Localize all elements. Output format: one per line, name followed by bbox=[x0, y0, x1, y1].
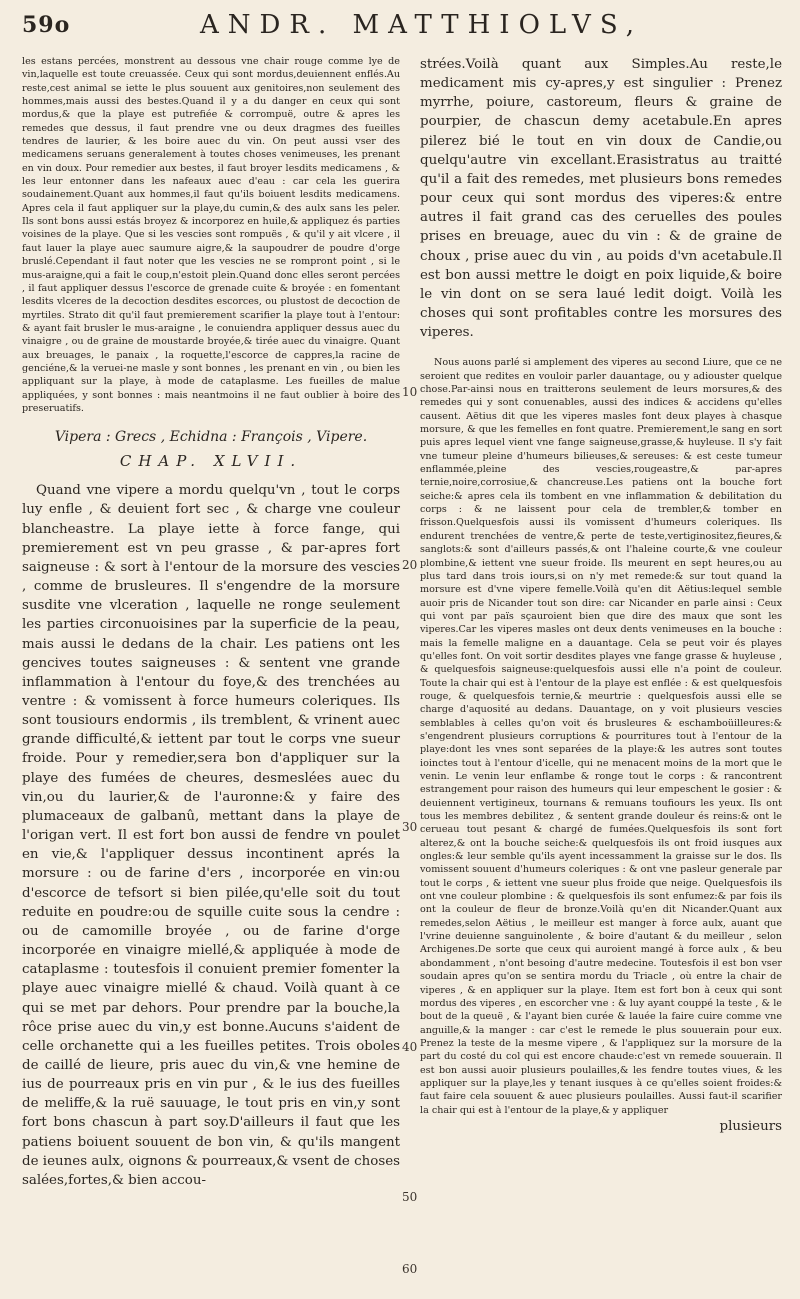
margin-line-number: 40 bbox=[402, 1040, 418, 1054]
margin-line-number: 50 bbox=[402, 1190, 418, 1204]
margin-line-number: 60 bbox=[402, 1262, 418, 1276]
left-body-paragraph: Quand vne vipere a mordu quelqu'vn , tout le corps luy enfle , & deuient fort sec , & charge vne couleur blancheastre. La playe iette à force fange, qui premierement est vn peu grasse , & par-apres fort saigneuse : & sort à l'entour de la morsure des vescies , comme de brusleures. Il s'engendre de la morsure susdite vne vlceration , laquelle ne ronge seulement les parties circonuoisines par la superficie de la peau, mais aussi le dedans de la chair. Les patiens ont les gencives toutes saigneuses : & sentent vne grande inflammation à l'entour du foye,& des trenchées au ventre : & vomissent à force humeurs coleriques. Ils sont tousiours endormis , ils tremblent, & vrinent auec grande difficulté,& iettent par tout le corps vne sueur froide. Pour y remedier,sera bon d'appliquer sur la playe des fumées de cheures, desmeslées auec du vin,ou du laurier,& de l'auronne:& y faire des plumaceaux de galbanû, mettant dans la playe de l'origan vert. Il est fort bon aussi de fendre vn poulet en vie,& l'appliquer dessus incontinent aprés la morsure : ou de farine d'ers , incorporée en vin:ou d'escorce de tefsort si bien pilée,qu'elle soit du tout reduite en poudre:ou de squille cuite sous la cendre : ou de camomille broyée , ou de farine d'orge incorporée en vinaigre miellé,& appliquée à mode de cataplasme : toutesfois il conuient premier fomenter la playe auec vinaigre miellé & chaud. Voilà quant à ce qui se met par dehors. Pour prendre par la bouche,la rôce prise auec du vin,y est bonne.Aucuns s'aident de celle orchanette qui a les fueilles petites. Trois oboles de caillé de lieure, pris auec du vin,& vne hemine de ius de pourreaux pris en vin pur , & le ius des fueilles de meliffe,& la ruë sauuage, le tout pris en vin,y sont fort bons chascun à part soy.D'ailleurs il faut que les patiens boiuent souuent de bon vin, & qu'ils mangent de ieunes aulx, oignons & pourreaux,& vsent de choses salées,fortes,& bien accou- bbox=[22, 483, 400, 1188]
left-column bbox=[22, 55, 400, 1190]
margin-line-number: 20 bbox=[402, 558, 418, 572]
right-top-paragraph: strées.Voilà quant aux Simples.Au reste,le medicament mis cy-apres,y est singulier : Prenez myrrhe, poiure, castoreum, fleurs & graine de pourpier, de chascun demy acetabule.En apres pilerez bié le tout en vin doux de Candie,ou quelqu'autre vin excellant.Erasistratus au traitté qu'il a fait des remedes, met plusieurs bons remedes pour ceux qui sont mordus des viperes:& entre autres il fait grand cas des ceruelles des poules prises en breuage, auec du vin : & de graine de choux , prise auec du vin , au poids d'vn acetabule.Il est bon aussi mettre le doigt en poix liquide,& boire le vin dont on se sera laué ledit doigt. Voilà les choses qui sont profitables contre les morsures des viperes. bbox=[420, 57, 782, 341]
commentary-paragraph: Nous auons parlé si amplement des viperes au second Liure, que ce ne seroient que redites en vouloir parler dauantage, ou y adiouster quelque chose.Par-ainsi nous en traitterons seulement de leurs morsures,& des remedes qui y sont conuenables, aussi des indices & accidens qu'elles causent. Aëtius dit que les viperes masles font deux playes à chasque morsure, & que les femelles en font quatre. Premierement,le sang en sort puis apres lequel vient vne fange saigneuse,grasse,& huyleuse. Il s'y fait vne tumeur pleine d'humeurs bilieuses,& sereuses: & est ceste tumeur enflammée,pleine des vescies,rougeastre,& par-apres ternie,noire,corrosiue,& chancreuse.Les patiens ont la bouche fort seiche:& apres cela ils tombent en vne inflammation & debilitation du corps : & ne laissent pour cela de trembler,& tomber en frisson.Quelquesfois aussi ils vomissent d'humeurs coleriques. Ils endurent trenchées de ventre,& perte de teste,vertiginositez,fieures,& sanglots:& sont d'ailleurs passés,& ont l'haleine courte,& vne couleur plombine,& iettent vne sueur froide. Ils meurent en sept heures,ou au plus tard dans trois iours,si on n'y met remede:& sur tout quand la morsure est d'vne vipere femelle.Voilà qu'en dit Aëtius:lequel semble auoir pris de Nicander tout son dire: car Nicander en parle ainsi : Ceux qui vont par païs sçauroient bien que dire des maux que sont les viperes.Car les viperes masles ont deux dents venimeuses en la bouche : mais la femelle maligne en a dauantage. Cela se peut voir és playes qu'elles font. On voit sortir desdites playes vne fange grasse & huyleuse , & quelquesfois saigneuse:quelquesfois aussi elle n'a point de couleur. Toute la chair qui est à l'entour de la playe est enflée : & est quelquesfois rouge, & quelquesfois ternie,& meurtrie : quelquesfois aussi elle se charge d'aquosité au dedans. Dauantage, on y voit plusieurs vescies semblables à celles qu'on voit és brusleures & eschamboüilleures:& s'engendrent plusieurs corruptions & pourritures tout à l'entour de la playe:dont les vnes sont separées de la playe:& les autres sont toutes ioinctes tout à l'entour d'icelle, qui ne menacent moins de la mort que le venin. Le venin leur enflambe & ronge tout le corps : & rancontrent estrangement pour raison des humeurs qui leur empeschent le gosier : & deuiennent vertigineux, tournans & remuans toufiours les yeux. Ils ont tous les membres debilitez , & sentent grande douleur és reins:& ont le cerueau tout pesant & chargé de fumées.Quelquesfois ils sont fort alterez,& ont la bouche seiche:& quelquesfois ils ont froid iusques aux ongles:& leur semble qu'ils ayent incessamment la graisse sur le dos. Ils vomissent souuent d'humeurs coleriques : & ont vne pasleur generale par tout le corps , & iettent vne sueur plus froide que neige. Quelquesfois ils ont vne couleur plombine : & quelquesfois ils sont enfumez:& par fois ils ont la couleur de fleur de bronze.Voilà qu'en dit Nicander.Quant aux remedes,selon Aëtius , le meilleur est manger à force aulx, auant que l'vrine deuienne sanguinolente , & boire d'autant & du meilleur , selon Archigenes.De sorte que ceux qui auroient mangé à force aulx , & beu abondamment , n'ont besoing d'autre medecine. Toutesfois il est bon vser soudain apres qu'on se sentira mordu du Triacle , où entre la chair de viperes , & en appliquer sur la playe. Item est fort bon à ceux qui sont mordus des viperes , en escorcher vne : & luy ayant couppé la teste , & le bout de la queuë , & l'ayant bien curée & lauée la faire cuire comme vne anguille,& la manger : car c'est le remede le plus souuerain pour eux. Prenez la teste de la mesme vipere , & l'appliquez sur la morsure de la part du costé du col qui est encore chaude:c'est vn remede souuerain. Il est bon aussi auoir plusieurs poulailles,& les fendre toutes viues, & les appliquer sur la playe,les y tenant iusques à ce qu'elles soient froides:& faut faire cela souuent & auec plusieurs poulailles. Aussi faut-il scarifier la chair qui est à l'entour de la playe,& y appliquer bbox=[420, 357, 782, 1116]
catchword: plusieurs bbox=[719, 1118, 782, 1134]
margin-line-number: 10 bbox=[402, 385, 418, 399]
chapter-title: CHAP. XLVII. bbox=[119, 452, 303, 471]
right-column bbox=[420, 55, 782, 1136]
margin-line-number: 30 bbox=[402, 820, 418, 834]
section-heading: Vipera : Grecs , Echidna : François , Vipere. bbox=[54, 429, 368, 446]
left-top-paragraph: les estans percées, monstrent au dessous vne chair rouge comme lye de vin,laquelle est toute creuassée. Ceux qui sont mordus,deuiennent enflés.Au reste,cest animal se iette le plus souuent aux genitoires,non seulement des hommes,mais aussi des bestes.Quand il y a du danger en ceux qui sont mordus,& que la playe est putrefiée & corrompuë, outre & apres les remedes que dessus, il faut prendre vne ou deux dragmes des fueilles tendres de laurier, & les boire auec du vin. On peut aussi vser des medicamens seruans generalement à toutes choses venimeuses, les prenant en vin doux. Pour remedier aux bestes, il faut broyer lesdits medicamens , & les leur entonner dans les nafeaux auec d'eau : car cela les guerira soudainement.Quant aux hommes,il faut qu'ils boiuent lesdits medicamens. Apres cela il faut appliquer sur la playe,du cumin,& des aulx sans les peler. Ils sont bons aussi estás broyez & incorporez en huile,& appliquez és parties voisines de la playe. Que si les vescies sont rompuës , & qu'il y ait vlcere , il faut lauer la playe auec saumure aigre,& la saupoudrer de poudre d'orge bruslé.Cependant il faut noter que les vescies ne se rompront point , si le mus-araigne,qui a fait le coup,n'estoit plein.Quand donc elles seront percées , il faut appliquer dessus l'escorce de grenade cuite & broyée : en fomentant lesdits vlceres de la decoction desdites escorces, ou plustost de decoction de myrtiles. Strato dit qu'il faut premierement scarifier la playe tout à l'entour: & ayant fait brusler le mus-araigne , le conuiendra appliquer dessus auec du vinaigre , ou de graine de moustarde broyée,& tirée auec du vinaigre. Quant aux breuages, le panaix , la roquette,l'escorce de cappres,la racine de genciéne,& la veruei-ne masle y sont bonnes , les prenant en vin , ou bien les appliquant sur la playe, à mode de cataplasme. Les fueilles de malue appliquées, y sont bonnes : mais neantmoins il ne faut oublier à boire des preseruatifs. bbox=[22, 56, 400, 414]
page-number: 59o bbox=[22, 12, 71, 38]
running-title: ANDR. MATTHIOLVS, bbox=[200, 10, 643, 40]
